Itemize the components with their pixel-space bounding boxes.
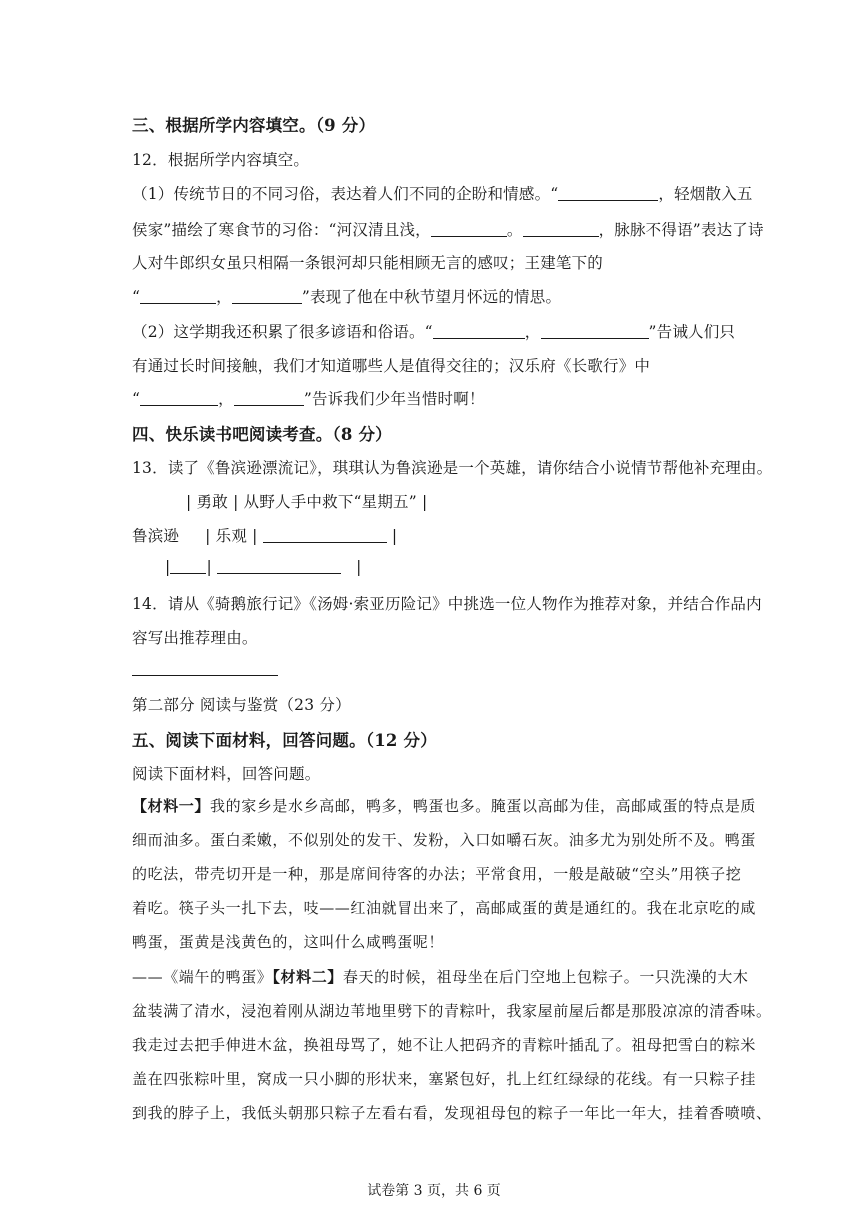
blank-line[interactable] xyxy=(541,324,649,339)
q12-2-line1: （2）这学期我还积累了很多谚语和俗语。“ ， ”告诫人们只 xyxy=(132,323,736,341)
material1-line5: 鸭蛋，蛋黄是浅黄色的，这叫什么咸鸭蛋呢！ xyxy=(132,933,445,951)
section3-heading: 三、根据所学内容填空。（9 分） xyxy=(132,116,376,135)
q13-stem: 13．读了《鲁滨逊漂流记》，琪琪认为鲁滨逊是一个英雄，请你结合小说情节帮他补充理由。 xyxy=(132,459,773,477)
blank-line[interactable] xyxy=(217,559,341,574)
section5-heading: 五、阅读下面材料，回答问题。（12 分） xyxy=(132,731,437,750)
material1-line1: 【材料一】我的家乡是水乡高邮，鸭多，鸭蛋也多。腌蛋以高邮为佳，高邮咸蛋的特点是质 xyxy=(132,797,757,815)
q12-2-line2: 有通过长时间接触，我们才知道哪些人是值得交往的；汉乐府《长歌行》中 xyxy=(132,357,651,375)
q12-stem: 12．根据所学内容填空。 xyxy=(132,151,310,169)
blank-line[interactable] xyxy=(140,289,216,304)
q12-1-line3: 人对牛郎织女虽只相隔一条银河却只能相顾无言的感叹；王建笔下的 xyxy=(132,254,604,272)
blank-line[interactable] xyxy=(234,391,304,406)
blank-line[interactable] xyxy=(232,289,302,304)
table-row: | 勇敢 | 从野人手中救下“星期五” | xyxy=(186,493,428,511)
material1-line4: 着吃。筷子头一扎下去，吱——红油就冒出来了，高邮咸蛋的黄是通红的。我在北京吃的咸 xyxy=(132,899,757,917)
answer-line[interactable] xyxy=(132,675,278,676)
q12-1-line1: （1）传统节日的不同习俗，表达着人们不同的企盼和情感。“ ，轻烟散入五 xyxy=(132,185,753,203)
blank-line[interactable] xyxy=(263,528,387,543)
blank-line[interactable] xyxy=(140,391,218,406)
table-row: 鲁滨逊 | 乐观 | | xyxy=(132,527,398,545)
material2-line4: 盖在四张粽叶里，窝成一只小脚的形状来，塞紧包好，扎上红红绿绿的花线。有一只粽子挂 xyxy=(132,1070,757,1088)
table-row: | | | xyxy=(165,558,362,576)
blank-line[interactable] xyxy=(433,324,525,339)
material2-line3: 我走过去把手伸进木盆，换祖母骂了，她不让人把码齐的青粽叶插乱了。祖母把雪白的粽米 xyxy=(132,1036,757,1054)
page-footer: 试卷第 3 页，共 6 页 xyxy=(367,1183,501,1199)
q12-1-line2: 侯家”描绘了寒食节的习俗：“河汉清且浅， 。 ，脉脉不得语”表达了诗 xyxy=(132,221,764,239)
section5-intro: 阅读下面材料，回答问题。 xyxy=(132,765,321,783)
q12-2-line3: “ ， ”告诉我们少年当惜时啊！ xyxy=(132,390,485,408)
blank-line[interactable] xyxy=(170,559,206,574)
material1-line3: 的吃法，带壳切开是一种，那是席间待客的办法；平常食用，一般是敲破“空头”用筷子挖 xyxy=(132,865,742,883)
q14-line1: 14．请从《骑鹅旅行记》《汤姆·索亚历险记》中挑选一位人物作为推荐对象，并结合作品内 xyxy=(132,595,762,613)
q14-line2: 容写出推荐理由。 xyxy=(132,629,258,647)
q12-1-line4: “ ， ”表现了他在中秋节望月怀远的情思。 xyxy=(132,288,562,306)
blank-line[interactable] xyxy=(558,186,658,201)
blank-line[interactable] xyxy=(431,222,507,237)
material1-line2: 细而油多。蛋白柔嫩，不似别处的发干、发粉，入口如嚼石灰。油多尤为别处所不及。鸭蛋 xyxy=(132,831,757,849)
part2-title: 第二部分 阅读与鉴赏（23 分） xyxy=(132,696,351,714)
material2-line2: 盆装满了清水，浸泡着刚从湖边苇地里劈下的青粽叶，我家屋前屋后都是那股凉凉的清香味。 xyxy=(132,1002,772,1020)
material2-line5: 到我的脖子上，我低头朝那只粽子左看右看，发现祖母包的粽子一年比一年大，挂着香喷喷、 xyxy=(132,1104,772,1122)
section4-heading: 四、快乐读书吧阅读考查。（8 分） xyxy=(132,425,392,444)
material2-line1: ——《端午的鸭蛋》【材料二】春天的时候，祖母坐在后门空地上包粽子。一只洗澡的大木 xyxy=(132,968,749,986)
blank-line[interactable] xyxy=(523,222,599,237)
